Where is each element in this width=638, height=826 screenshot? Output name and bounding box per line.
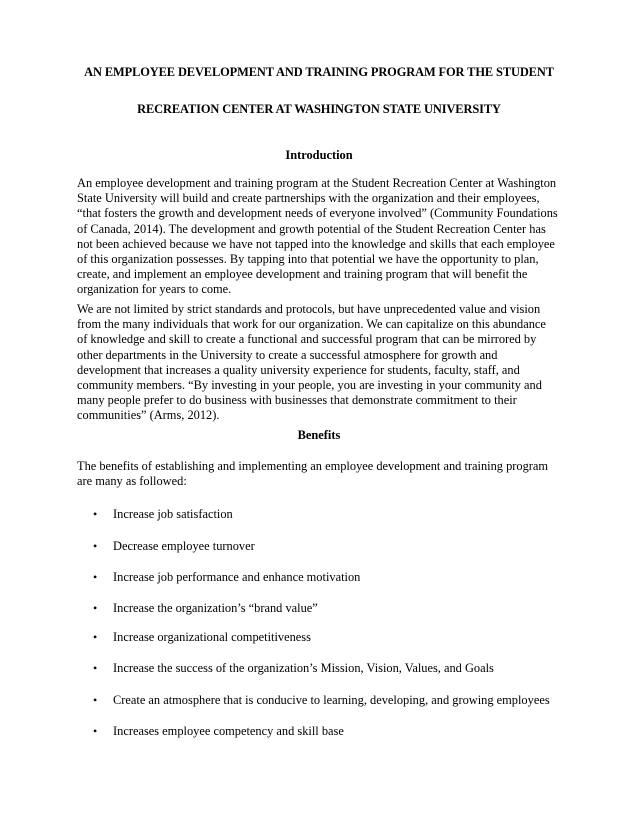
paragraph-line: State University will build and create partnerships with the organization and their employees, bbox=[77, 191, 540, 206]
benefit-text: Increase the organization’s “brand value” bbox=[113, 601, 318, 615]
paragraph-line: communities” (Arms, 2012). bbox=[77, 408, 220, 423]
bullet-icon: • bbox=[93, 507, 98, 521]
benefit-list-item bbox=[93, 693, 550, 708]
benefit-text: Increase job satisfaction bbox=[113, 507, 233, 521]
benefit-list-item bbox=[93, 507, 233, 522]
paragraph-line: not been achieved because we have not tapped into the knowledge and skills that each employee bbox=[77, 236, 555, 251]
document-title-line-1: AN EMPLOYEE DEVELOPMENT AND TRAINING PROGRAM FOR THE STUDENT bbox=[84, 65, 554, 79]
paragraph-line: of knowledge and skill to create a functional and successful program that can be mirrored by bbox=[77, 332, 537, 347]
paragraph-line: from the many individuals that work for our organization. We can capitalize on this abundance bbox=[77, 317, 546, 332]
intro-paragraph-2 bbox=[77, 302, 577, 424]
benefit-text: Increase job performance and enhance motivation bbox=[113, 570, 361, 584]
benefit-text: Increases employee competency and skill base bbox=[113, 724, 344, 738]
benefits-intro-paragraph bbox=[77, 459, 577, 489]
benefits-heading: Benefits bbox=[297, 428, 341, 442]
paragraph-line: An employee development and training program at the Student Recreation Center at Washington bbox=[77, 176, 557, 190]
benefit-text: Create an atmosphere that is conducive to learning, developing, and growing employees bbox=[113, 693, 550, 707]
benefit-list-item bbox=[93, 601, 318, 616]
paragraph-line: of Canada, 2014). The development and growth potential of the Student Recreation Center has bbox=[77, 221, 546, 236]
paragraph-line: The benefits of establishing and implementing an employee development and training program bbox=[77, 459, 549, 473]
benefit-list-item bbox=[93, 570, 360, 585]
paragraph-line: community members. “By investing in your people, you are investing in your community and bbox=[77, 378, 542, 393]
paragraph-line: We are not limited by strict standards and protocols, but have unprecedented value and vision bbox=[77, 302, 541, 316]
benefit-text: Decrease employee turnover bbox=[113, 539, 255, 553]
bullet-icon: • bbox=[93, 601, 98, 615]
bullet-icon: • bbox=[93, 630, 98, 644]
benefit-list-item bbox=[93, 539, 255, 554]
benefit-list-item bbox=[93, 724, 344, 739]
benefit-text: Increase the success of the organization’s Mission, Vision, Values, and Goals bbox=[113, 661, 494, 675]
bullet-icon: • bbox=[93, 724, 98, 738]
document-title-line-2: RECREATION CENTER AT WASHINGTON STATE UNIVERSITY bbox=[137, 102, 501, 116]
paragraph-line: create, and implement an employee development and training program that will benefit the bbox=[77, 267, 528, 282]
bullet-icon: • bbox=[93, 661, 98, 675]
paragraph-line: are many as followed: bbox=[77, 474, 187, 489]
paragraph-line: other departments in the University to create a successful atmosphere for growth and bbox=[77, 347, 498, 362]
intro-paragraph-1 bbox=[77, 176, 577, 298]
bullet-icon: • bbox=[93, 539, 98, 553]
paragraph-line: “that fosters the growth and development needs of everyone involved” (Community Foundations bbox=[77, 206, 558, 221]
bullet-icon: • bbox=[93, 693, 98, 707]
paragraph-line: many people prefer to do business with businesses that demonstrate commitment to their bbox=[77, 393, 517, 408]
paragraph-line: development that increases a quality university experience for students, faculty, staff, and bbox=[77, 362, 520, 377]
bullet-icon: • bbox=[93, 570, 98, 584]
introduction-heading: Introduction bbox=[285, 148, 353, 162]
benefit-list-item bbox=[93, 661, 494, 676]
paragraph-line: of this organization possesses. By tapping into that potential we have the opportunity to plan, bbox=[77, 252, 539, 267]
benefit-text: Increase organizational competitiveness bbox=[113, 630, 311, 644]
paragraph-line: organization for years to come. bbox=[77, 282, 232, 297]
benefit-list-item bbox=[93, 630, 311, 645]
